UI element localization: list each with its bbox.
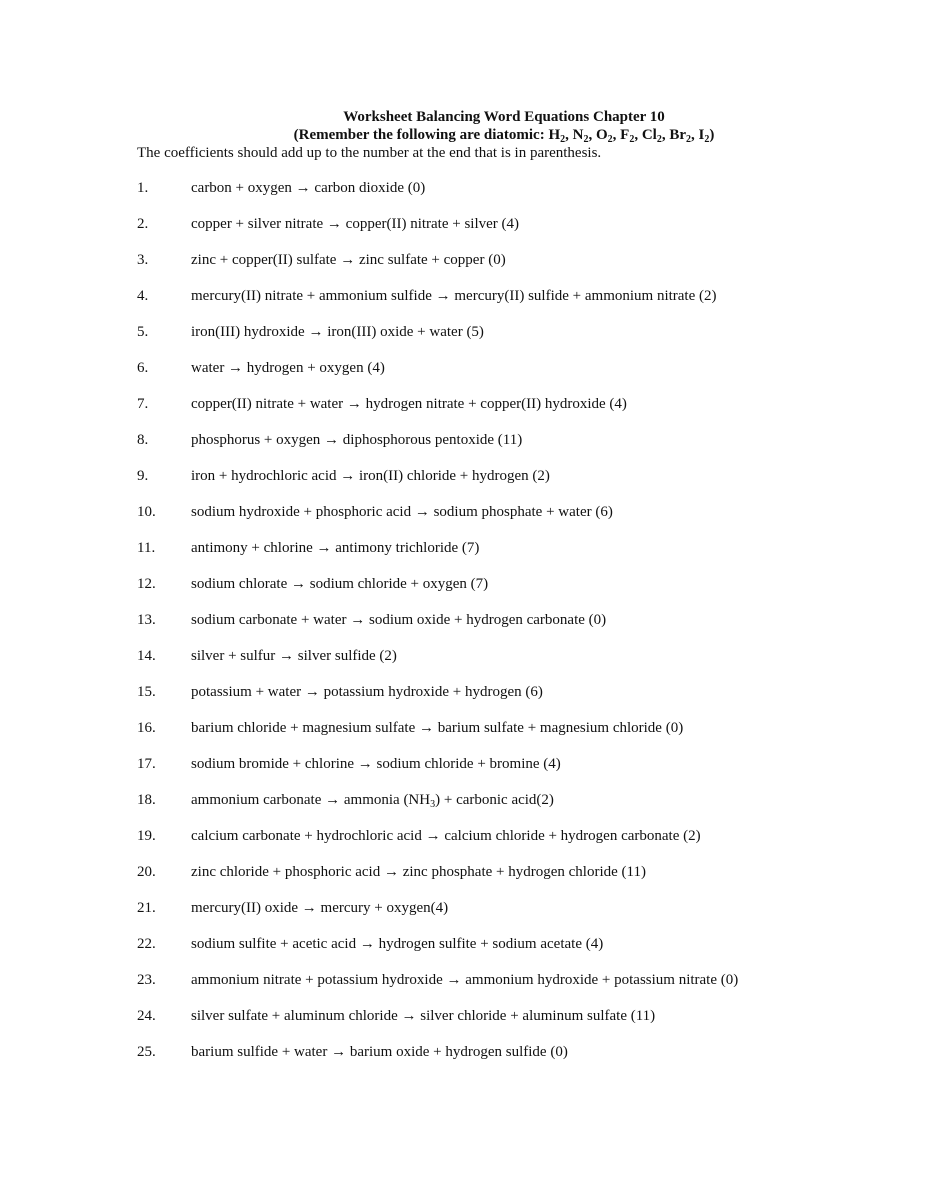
question-text: sodium sulfite + acetic acid → hydrogen sulfite + sodium acetate (4) bbox=[191, 936, 604, 952]
question-item bbox=[0, 179, 927, 215]
question-text: ammonium nitrate + potassium hydroxide → ammonium hydroxide + potassium nitrate (0) bbox=[191, 972, 739, 988]
question-item bbox=[0, 251, 927, 287]
question-number: 13. bbox=[137, 612, 156, 628]
question-number: 14. bbox=[137, 648, 156, 664]
question-text: barium chloride + magnesium sulfate → barium sulfate + magnesium chloride (0) bbox=[191, 720, 684, 736]
diatomic-note bbox=[0, 126, 927, 144]
question-text: water → hydrogen + oxygen (4) bbox=[191, 360, 385, 376]
question-item bbox=[0, 467, 927, 503]
question-number: 22. bbox=[137, 936, 156, 952]
question-item bbox=[0, 611, 927, 647]
question-item bbox=[0, 539, 927, 575]
question-item bbox=[0, 1007, 927, 1043]
question-item bbox=[0, 323, 927, 359]
question-text: sodium carbonate + water → sodium oxide + hydrogen carbonate (0) bbox=[191, 612, 607, 628]
question-item bbox=[0, 1043, 927, 1079]
question-text: copper(II) nitrate + water → hydrogen nitrate + copper(II) hydroxide (4) bbox=[191, 396, 627, 412]
question-number: 15. bbox=[137, 684, 156, 700]
question-text: calcium carbonate + hydrochloric acid → calcium chloride + hydrogen carbonate (2) bbox=[191, 828, 701, 844]
question-item bbox=[0, 575, 927, 611]
question-number: 2. bbox=[137, 216, 149, 232]
diatomic-cl2: $Cl_2$, bbox=[641, 127, 670, 145]
question-item bbox=[0, 431, 927, 467]
diatomic-o2: $O_2$, bbox=[595, 127, 621, 145]
question-text: mercury(II) oxide → mercury + oxygen(4) bbox=[191, 900, 449, 916]
diatomic-n2: $N_2$, bbox=[572, 127, 596, 145]
question-item bbox=[0, 647, 927, 683]
question-number: 8. bbox=[137, 432, 149, 448]
diatomic-br2: $Br_2$, bbox=[669, 127, 699, 145]
question-item bbox=[0, 359, 927, 395]
diatomic-note-suffix: ) bbox=[709, 127, 715, 143]
question-item bbox=[0, 899, 927, 935]
question-item bbox=[0, 395, 927, 431]
question-number: 3. bbox=[137, 252, 149, 268]
question-text: zinc + copper(II) sulfate → zinc sulfate + copper (0) bbox=[191, 252, 506, 268]
question-item bbox=[0, 935, 927, 971]
question-number: 1. bbox=[137, 180, 149, 196]
question-text: sodium bromide + chlorine → sodium chloride + bromine (4) bbox=[191, 756, 561, 772]
question-item bbox=[0, 827, 927, 863]
question-text: phosphorus + oxygen → diphosphorous pentoxide (11) bbox=[191, 432, 523, 448]
question-text: ammonium carbonate → ammonia $(NH_3)$ + carbonic acid(2) bbox=[191, 792, 554, 810]
question-number: 11. bbox=[137, 540, 156, 556]
page-title: Worksheet Balancing Word Equations Chapter 10 bbox=[343, 109, 665, 125]
question-text: iron(III) hydroxide → iron(III) oxide + water (5) bbox=[191, 324, 484, 340]
question-item bbox=[0, 503, 927, 539]
question-text: carbon + oxygen → carbon dioxide (0) bbox=[191, 180, 426, 196]
question-text: mercury(II) nitrate + ammonium sulfide → mercury(II) sulfide + ammonium nitrate (2) bbox=[191, 288, 717, 304]
question-text: silver sulfate + aluminum chloride → silver chloride + aluminum sulfate (11) bbox=[191, 1008, 656, 1024]
question-text: copper + silver nitrate → copper(II) nitrate + silver (4) bbox=[191, 216, 520, 232]
question-number: 25. bbox=[137, 1044, 156, 1060]
question-number: 21. bbox=[137, 900, 156, 916]
instruction-text: The coefficients should add up to the number at the end that is in parenthesis. bbox=[137, 145, 602, 161]
question-number: 12. bbox=[137, 576, 156, 592]
question-number: 24. bbox=[137, 1008, 156, 1024]
question-number: 5. bbox=[137, 324, 149, 340]
question-number: 23. bbox=[137, 972, 156, 988]
question-text: sodium chlorate → sodium chloride + oxygen (7) bbox=[191, 576, 489, 592]
question-number: 19. bbox=[137, 828, 156, 844]
question-number: 16. bbox=[137, 720, 156, 736]
question-item bbox=[0, 683, 927, 719]
diatomic-h2: $H_2$, bbox=[548, 127, 573, 145]
question-text: zinc chloride + phosphoric acid → zinc phosphate + hydrogen chloride (11) bbox=[191, 864, 646, 880]
question-text: iron + hydrochloric acid → iron(II) chloride + hydrogen (2) bbox=[191, 468, 550, 484]
question-text: sodium hydroxide + phosphoric acid → sodium phosphate + water (6) bbox=[191, 504, 613, 520]
question-text: silver + sulfur → silver sulfide (2) bbox=[191, 648, 397, 664]
diatomic-i2: $I_2$ bbox=[698, 127, 710, 145]
question-item bbox=[0, 287, 927, 323]
question-item bbox=[0, 791, 927, 827]
question-item bbox=[0, 971, 927, 1007]
question-item bbox=[0, 719, 927, 755]
question-number: 18. bbox=[137, 792, 156, 808]
question-item bbox=[0, 755, 927, 791]
question-text: barium sulfide + water → barium oxide + hydrogen sulfide (0) bbox=[191, 1044, 568, 1060]
subscript: 3 bbox=[430, 799, 436, 810]
question-number: 17. bbox=[137, 756, 156, 772]
question-number: 7. bbox=[137, 396, 149, 412]
question-number: 10. bbox=[137, 504, 156, 520]
question-list bbox=[0, 179, 927, 1079]
question-text: potassium + water → potassium hydroxide + hydrogen (6) bbox=[191, 684, 543, 700]
question-number: 9. bbox=[137, 468, 149, 484]
diatomic-note-prefix: (Remember the following are diatomic: bbox=[293, 127, 549, 143]
question-number: 4. bbox=[137, 288, 149, 304]
question-item bbox=[0, 863, 927, 899]
question-item bbox=[0, 215, 927, 251]
diatomic-f2: $F_2$, bbox=[620, 127, 642, 145]
question-number: 20. bbox=[137, 864, 156, 880]
question-text: antimony + chlorine → antimony trichloride (7) bbox=[191, 540, 480, 556]
question-number: 6. bbox=[137, 360, 149, 376]
